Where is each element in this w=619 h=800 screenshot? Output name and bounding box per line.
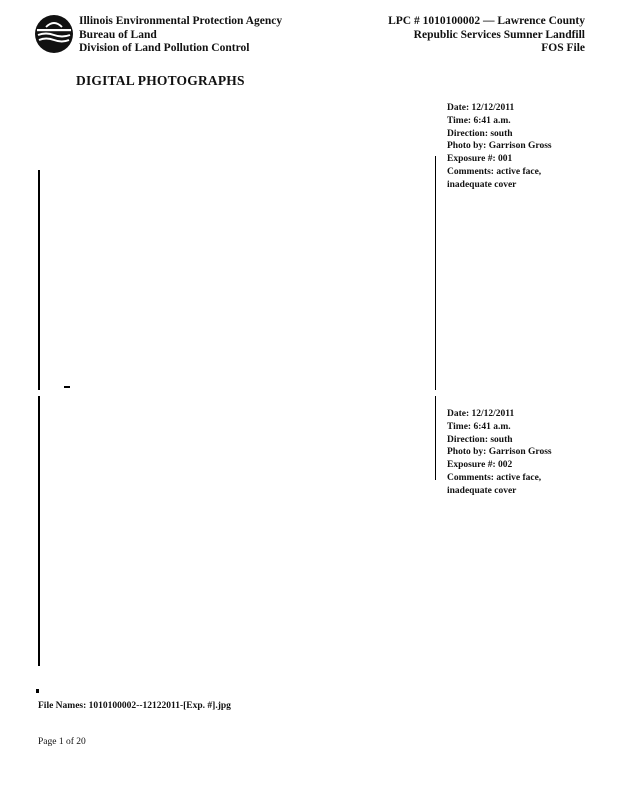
photo-date: Date: 12/12/2011 <box>447 103 515 113</box>
page-number: Page 1 of 20 <box>38 737 86 747</box>
scan-mark <box>64 386 70 388</box>
page-title: DIGITAL PHOTOGRAPHS <box>76 73 245 88</box>
photo-comments: Comments: active face, <box>447 166 542 177</box>
photo-edge <box>435 156 436 390</box>
division-name: Division of Land Pollution Control <box>79 42 250 54</box>
photo-placeholder <box>38 170 436 390</box>
agency-name: Illinois Environmental Protection Agency <box>79 15 283 27</box>
agency-header <box>79 15 282 56</box>
photo-caption <box>447 408 552 498</box>
photo-edge <box>38 170 40 390</box>
iepa-seal-icon <box>34 14 74 54</box>
bureau-name: Bureau of Land <box>79 28 157 41</box>
photo-comments: Comments: active face, <box>447 472 542 483</box>
scan-mark <box>36 689 39 693</box>
photo-time: Time: 6:41 a.m. <box>447 115 511 126</box>
photo-edge <box>435 396 436 480</box>
photo-placeholder <box>38 396 436 666</box>
file-reference <box>388 15 585 56</box>
file-names: File Names: 1010100002--12122011-[Exp. #].jpg <box>38 701 231 711</box>
photo-time: Time: 6:41 a.m. <box>447 421 511 432</box>
file-type: FOS File <box>541 42 585 54</box>
photo-date: Date: 12/12/2011 <box>447 409 515 419</box>
lpc-number: LPC # 1010100002 — Lawrence County <box>388 15 585 27</box>
photo-exposure: Exposure #: 001 <box>447 154 513 165</box>
photo-comments-continued: inadequate cover <box>447 179 517 190</box>
photo-exposure: Exposure #: 002 <box>447 460 513 471</box>
photo-caption <box>447 102 552 192</box>
photo-edge <box>38 396 40 666</box>
photo-direction: Direction: south <box>447 128 513 139</box>
photo-photographer: Photo by: Garrison Gross <box>447 141 552 152</box>
photo-direction: Direction: south <box>447 434 513 445</box>
site-name: Republic Services Sumner Landfill <box>413 28 585 41</box>
photo-photographer: Photo by: Garrison Gross <box>447 447 552 458</box>
photo-comments-continued: inadequate cover <box>447 485 517 496</box>
